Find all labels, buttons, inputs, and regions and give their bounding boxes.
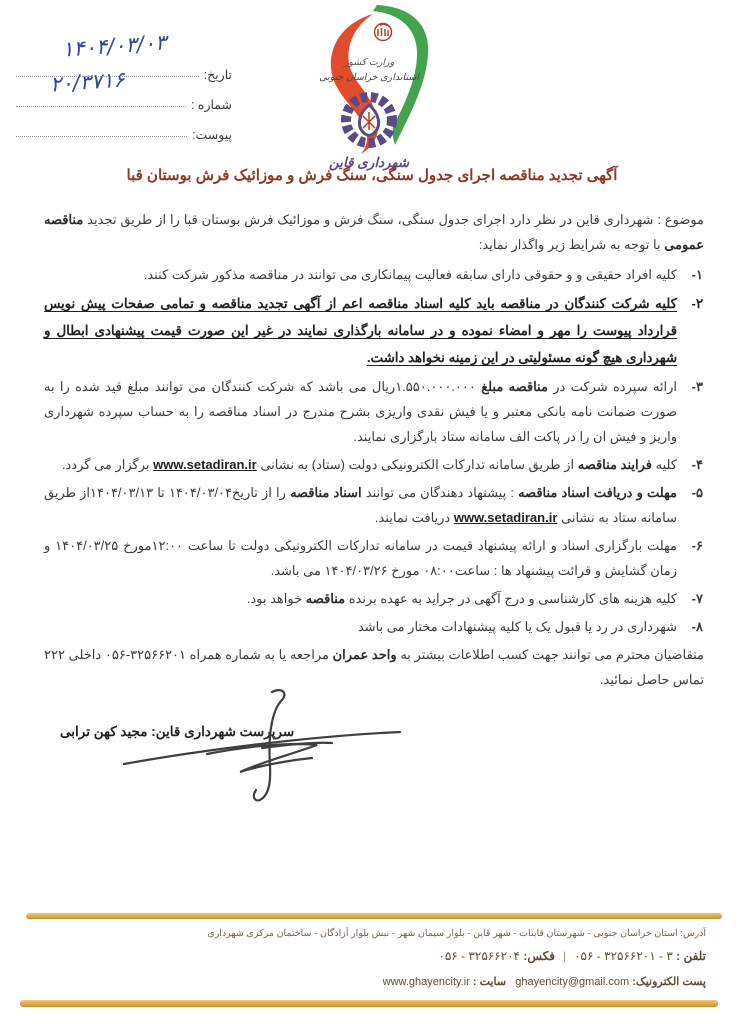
subject-bold: مناقصه عمومی bbox=[44, 212, 704, 252]
logo-ministry-text: وزارت کشور bbox=[343, 57, 395, 68]
item-number: ۱- bbox=[691, 267, 703, 282]
phone-label: تلفن : bbox=[672, 949, 706, 963]
site-value[interactable]: www.ghayencity.ir bbox=[382, 976, 470, 988]
email-value[interactable]: ghayencity@gmail.com bbox=[515, 976, 630, 988]
item-number: ۵- bbox=[691, 485, 703, 500]
closing-bold: واحد عمران bbox=[332, 647, 397, 662]
item-number: ۲- bbox=[691, 296, 703, 311]
footer-phone-line bbox=[38, 949, 706, 963]
closing-text-tail: مراجعه یا به شماره همراه ۳۲۵۶۶۲۰۱-۰۵۶ داخلی ۲۲۲ تماس حاصل نمائید. bbox=[44, 647, 704, 687]
number-field-row bbox=[14, 82, 234, 112]
item-text: : پیشنهاد دهندگان می توانند bbox=[361, 485, 519, 500]
item-text-underlined: کلیه شرکت کنندگان در مناقصه باید کلیه اسناد مناقصه اعم از آگهی تجدید مناقصه و تمامی صفحات پیش نویس قرارداد پیوست را مهر و امضاء نموده و در سامانه بارگذاری نمایند در غیر این صورت قیمت پیشنهادی ابطال و شهرداری هیچ گونه مسئولیتی در این زمینه نخواهد داشت. bbox=[44, 296, 677, 365]
number-label: شماره : bbox=[190, 98, 232, 112]
item-text: ارائه سپرده شرکت در bbox=[547, 379, 677, 394]
item-text: از طریق سامانه تدارکات الکترونیکی دولت (ستاد) به نشانی bbox=[256, 457, 578, 472]
tender-item-4 bbox=[44, 452, 704, 477]
fax-value: ۳۲۵۶۶۲۰۴ - ۰۵۶ bbox=[438, 949, 520, 963]
date-field-row bbox=[14, 52, 234, 82]
item-text: کلیه هزینه های کارشناسی و درج آگهی در جراید به عهده برنده bbox=[345, 591, 677, 606]
attachment-field-row bbox=[14, 112, 234, 142]
item-number: ۷- bbox=[691, 591, 703, 606]
tender-item-2 bbox=[44, 290, 704, 371]
letterhead-fields bbox=[14, 52, 234, 142]
date-dotted-line bbox=[16, 74, 199, 77]
item-text: شهرداری در رد یا قبول یک یا کلیه پیشنهادات مختار می باشد bbox=[357, 619, 677, 634]
allah-emblem-icon bbox=[375, 24, 392, 41]
tender-item-5 bbox=[44, 480, 704, 530]
item-text: کلیه افراد حقیقی و و حقوقی دارای سابقه فعالیت پیمانکاری می توانند در مناقصه مذکور شرکت کنند. bbox=[143, 267, 677, 282]
item-number: ۸- bbox=[691, 619, 703, 634]
item-bold: مناقصه مبلغ bbox=[475, 379, 548, 394]
number-dotted-line bbox=[16, 104, 186, 107]
handwritten-number: ۲۰/۳۷۱۶ bbox=[49, 67, 126, 97]
item-text: کلیه bbox=[652, 457, 677, 472]
item-bold: مناقصه bbox=[305, 591, 346, 606]
item-text: ۱.۵۵۰.۰۰۰.۰۰۰ریال می باشد که شرکت کنندگان می توانند مبلغ قید شده را به صورت ضمانت نامه بانکی معتبر و یا فیش نقدی واریزی بشرح مندرج در اسناد مناقصه را به حساب سپرده شهرداری واریز و فیش ان را در پاکت الف سامانه ستاد بارگزاری نمایند. bbox=[44, 379, 677, 444]
phone-value: ۳ - ۳۲۵۶۶۲۰۱ - ۰۵۶ bbox=[574, 949, 673, 963]
footer-divider: | bbox=[562, 949, 567, 963]
item-number: ۳- bbox=[691, 379, 703, 394]
subject-text-tail: با توجه به شرایط زیر واگذار نماید: bbox=[478, 237, 665, 252]
handwritten-date: ۱۴۰۴/۰۳/۰۳ bbox=[61, 30, 168, 62]
letter-body bbox=[44, 207, 704, 697]
item-text-tail: برگزار می گردد. bbox=[61, 457, 154, 472]
item-bold: فرایند مناقصه bbox=[577, 457, 652, 472]
municipality-logo bbox=[297, 2, 447, 174]
item-text-tail: خواهد بود. bbox=[246, 591, 306, 606]
site-label: سایت : bbox=[472, 976, 507, 988]
item-bold: اسناد مناقصه bbox=[290, 485, 362, 500]
handwritten-signature bbox=[112, 686, 412, 808]
tender-item-3 bbox=[44, 374, 704, 449]
item-text: مهلت بارگزاری اسناد و ارائه پیشنهاد قیمت در سامانه تدارکات الکترونیکی دولت تا ساعت ۱۲:۰۰مورخ ۱۴۰۴/۰۳/۲۵ و زمان گشایش و قرائت پیشنهاد ها : ساعت۰۸:۰۰ مورخ ۱۴۰۴/۰۳/۲۶ می باشد. bbox=[44, 538, 677, 578]
item-number: ۶- bbox=[691, 538, 703, 553]
item-bold: مهلت و دریافت اسناد مناقصه bbox=[518, 485, 678, 500]
logo-municipality-text: شهرداری قاین bbox=[328, 155, 410, 170]
footer-contact-line bbox=[38, 975, 706, 988]
tender-item-7 bbox=[44, 586, 704, 611]
email-label: پست الکترونیک: bbox=[632, 976, 706, 988]
footer-address: آدرس: استان خراسان جنوبی - شهرستان قاینات - شهر قاین - بلوار سیمان شهر - نبش بلوار آزادگان - ساختمان مرکزی شهرداری bbox=[207, 928, 706, 939]
signatory-name: سرپرست شهرداری قاین: مجید کهن ترابی bbox=[60, 724, 295, 739]
footer-gold-bar-top bbox=[26, 913, 722, 919]
closing-text: متقاضیان محترم می توانند جهت کسب اطلاعات بیشتر به bbox=[396, 647, 704, 662]
tender-item-6 bbox=[44, 533, 704, 583]
tender-item-1 bbox=[44, 262, 704, 287]
item-text-tail: دریافت نمایند. bbox=[374, 510, 454, 525]
closing-paragraph bbox=[44, 642, 704, 692]
date-label: تاریخ: bbox=[203, 68, 232, 82]
tender-item-8 bbox=[44, 614, 704, 639]
setadiran-link[interactable]: www.setadiran.ir bbox=[153, 457, 257, 472]
setadiran-link[interactable]: www.setadiran.ir bbox=[453, 510, 558, 525]
fax-label: فکس: bbox=[519, 949, 555, 963]
attachment-dotted-line bbox=[16, 134, 187, 137]
attachment-label: پیوست: bbox=[192, 128, 232, 142]
logo-governorate-text: استانداری خراسان جنوبی bbox=[319, 72, 419, 83]
subject-paragraph bbox=[44, 207, 704, 257]
item-text: را از تاریخ۱۴۰۴/۰۳/۰۴ تا ۱۴۰۴/۰۳/۱۳از طریق سامانه ستاد به نشانی bbox=[44, 485, 677, 525]
footer-gold-bar-bottom bbox=[20, 1000, 718, 1007]
item-number: ۴- bbox=[691, 457, 703, 472]
letter-title: آگهی تجدید مناقصه اجرای جدول سنگی، سنگ فرش و موزائیک فرش بوستان قبا bbox=[126, 167, 618, 184]
subject-text: موضوع : شهرداری قاین در نظر دارد اجرای جدول سنگی، سنگ فرش و موزائیک فرش بوستان قبا را از طریق تجدید bbox=[83, 212, 704, 227]
